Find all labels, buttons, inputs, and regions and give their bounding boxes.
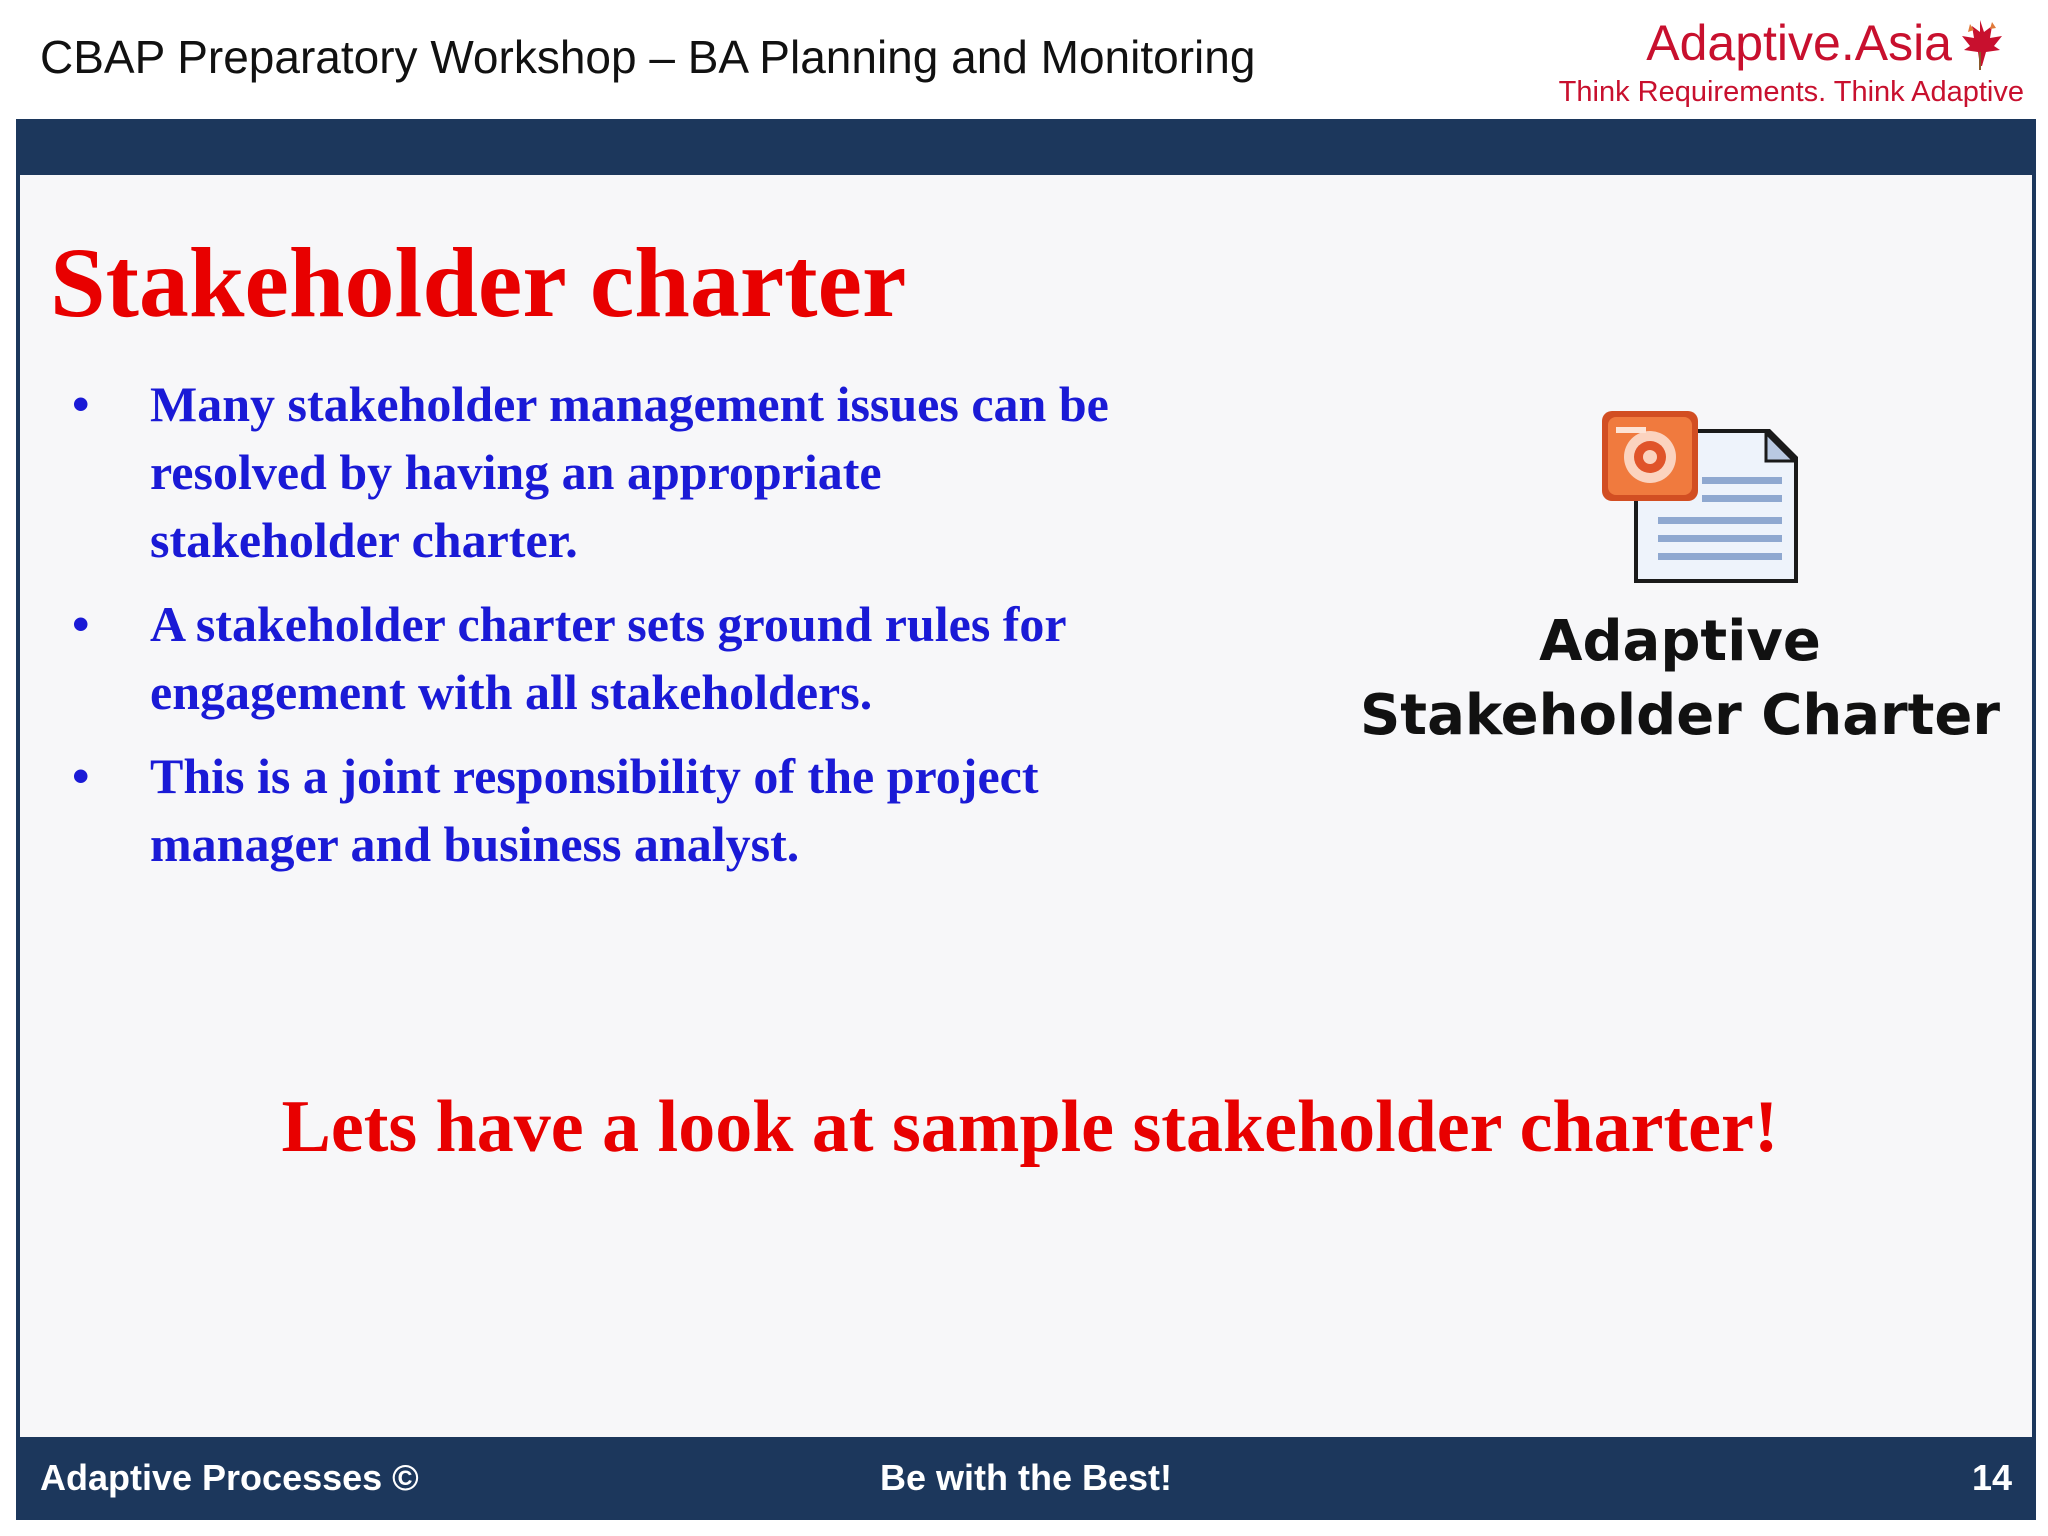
powerpoint-document-icon[interactable] <box>1598 407 1808 587</box>
charter-label-line2: Stakeholder Charter <box>1359 683 2001 748</box>
company-logo <box>1524 10 2024 110</box>
slide-content <box>16 175 2036 1437</box>
logo-name: Adaptive.Asia <box>1646 15 1952 71</box>
header-title: CBAP Preparatory Workshop – BA Planning and Monitoring <box>40 31 1256 83</box>
bullet-marker: • <box>72 376 90 432</box>
header-band <box>16 119 2036 175</box>
bullet-text: A stakeholder charter sets ground rules for engagement with all stakeholders. <box>150 596 1066 720</box>
maple-leaf-icon <box>1952 16 2008 72</box>
callout-text: Lets have a look at sample stakeholder charter! <box>281 1086 1779 1168</box>
charter-label <box>1350 605 2010 753</box>
bullet-marker: • <box>72 596 90 652</box>
footer-slogan: Be with the Best! <box>879 1457 1173 1498</box>
slide-title: Stakeholder charter <box>50 227 907 338</box>
page-number: 14 <box>1971 1457 2012 1498</box>
bullet-item <box>50 370 1130 574</box>
bullet-list <box>50 370 1130 894</box>
bullet-marker: • <box>72 748 90 804</box>
bullet-item <box>50 590 1130 726</box>
bullet-text: Many stakeholder management issues can be resolved by having an appropriate stakeholder charter. <box>150 376 1109 568</box>
bullet-text: This is a joint responsibility of the project manager and business analyst. <box>150 748 1039 872</box>
footer-copyright: Adaptive Processes © <box>40 1457 419 1498</box>
logo-tagline: Think Requirements. Think Adaptive <box>1558 76 2024 108</box>
charter-label-line1: Adaptive <box>1539 609 1821 674</box>
footer-bar <box>16 1437 2036 1520</box>
bullet-item <box>50 742 1130 878</box>
